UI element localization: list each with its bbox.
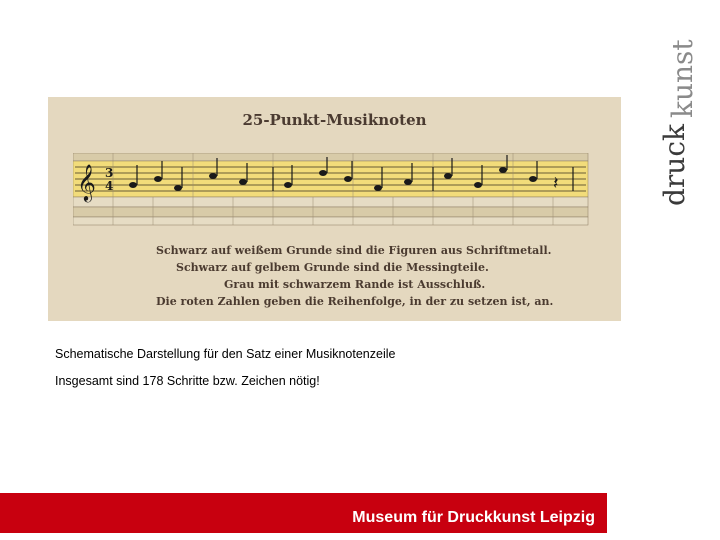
- svg-text:3: 3: [105, 166, 114, 180]
- svg-text:𝄽: 𝄽: [553, 173, 559, 194]
- legend-line: Schwarz auf weißem Grunde sind die Figuren aus Schriftmetall.: [156, 244, 552, 257]
- figure-legend: [156, 242, 576, 310]
- svg-text:𝄞: 𝄞: [77, 163, 96, 201]
- logo-word-druck: druck: [658, 124, 691, 206]
- svg-text:4: 4: [105, 179, 114, 193]
- footer-title: Museum für Druckkunst Leipzig: [352, 509, 595, 526]
- footer-bar: [0, 493, 607, 533]
- caption-line-2: Insgesamt sind 178 Schritte bzw. Zeichen nötig!: [55, 374, 320, 388]
- caption-line-1: Schematische Darstellung für den Satz einer Musiknotenzeile: [55, 347, 396, 361]
- logo-word-kunst: kunst: [666, 39, 699, 118]
- druckkunst-logo: [640, 20, 700, 220]
- legend-line: Die roten Zahlen geben die Reihenfolge, in der zu setzen ist, an.: [156, 295, 554, 308]
- legend-line: Schwarz auf gelbem Grunde sind die Messingteile.: [176, 261, 489, 274]
- music-staff-diagram: [73, 153, 593, 227]
- figure-title: 25-Punkt-Musiknoten: [242, 111, 427, 129]
- music-notation-figure: [48, 97, 621, 321]
- legend-line: Grau mit schwarzem Rande ist Ausschluß.: [224, 278, 486, 291]
